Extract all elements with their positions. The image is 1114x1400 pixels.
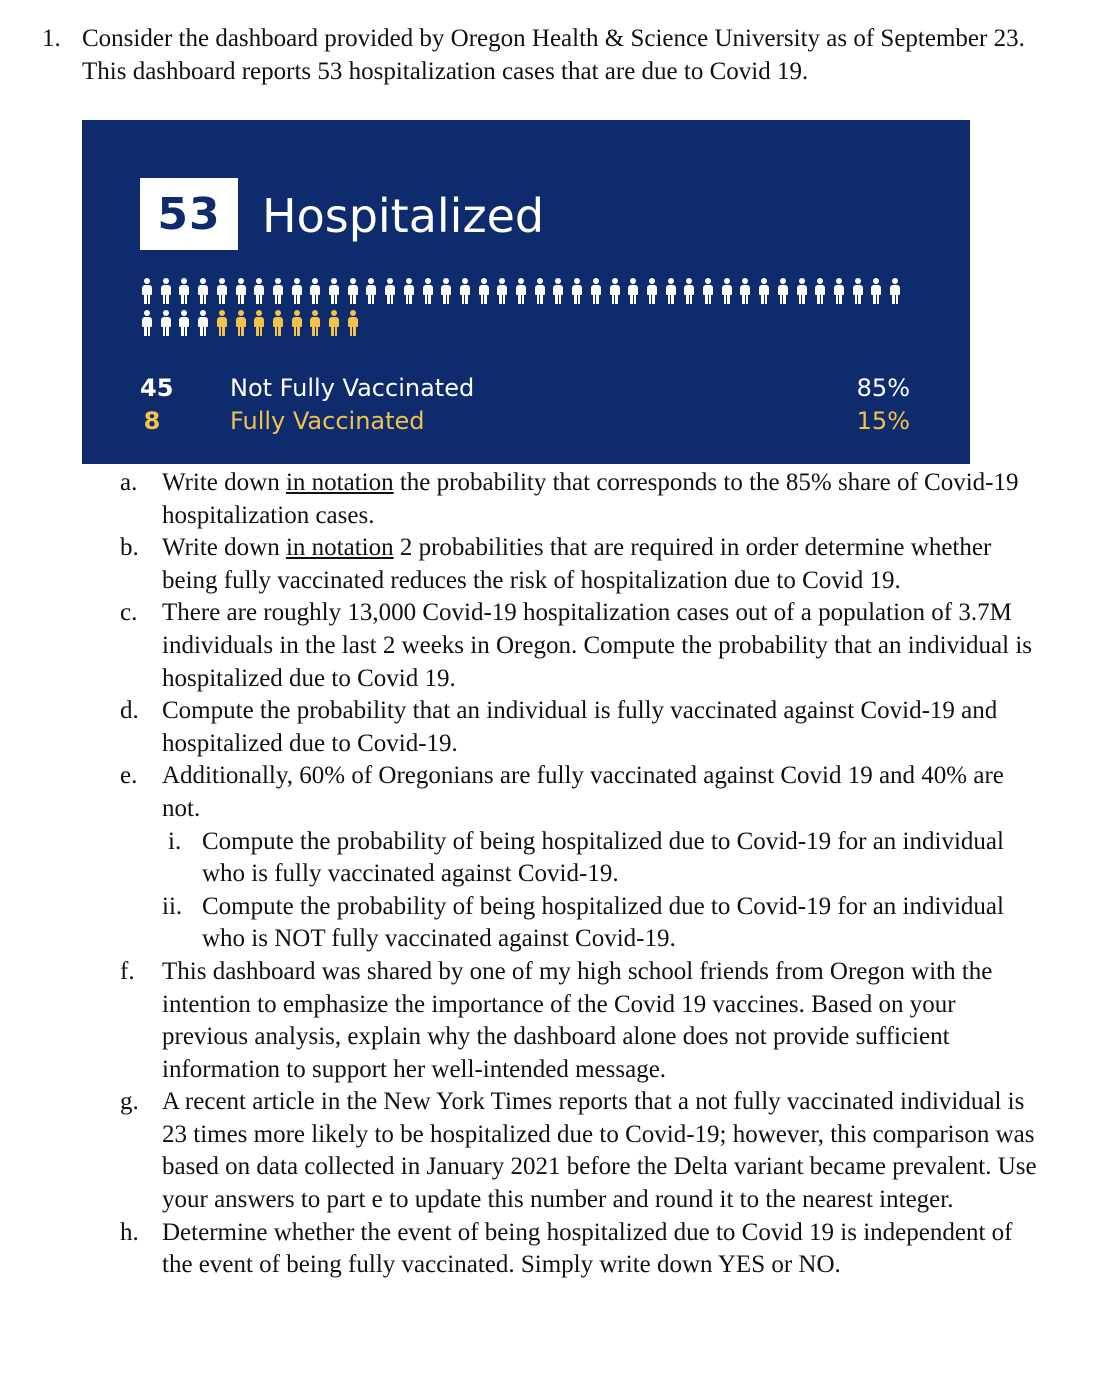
person-not-vaccinated-icon (236, 278, 246, 304)
part-c (120, 597, 1040, 695)
people-row-1 (142, 278, 912, 304)
person-not-vaccinated-icon (703, 278, 713, 304)
part-marker: b. (120, 534, 139, 562)
subpart-marker: i. (168, 827, 182, 855)
person-not-vaccinated-icon (722, 278, 732, 304)
person-not-vaccinated-icon (460, 278, 470, 304)
part-marker: c. (120, 599, 138, 627)
person-not-vaccinated-icon (572, 278, 582, 304)
person-not-vaccinated-icon (759, 278, 769, 304)
part-text: Write down (162, 534, 286, 562)
person-not-vaccinated-icon (834, 278, 844, 304)
person-not-vaccinated-icon (254, 278, 264, 304)
person-not-vaccinated-icon (553, 278, 563, 304)
person-vaccinated-icon (329, 310, 339, 336)
person-not-vaccinated-icon (385, 278, 395, 304)
underlined-phrase: in notation (285, 469, 394, 496)
part-text: 2 probabilities that are required in order determine whether being fully vaccinated reduces the risk of hospitalization due to Covid 19. (162, 534, 992, 594)
vaccinated-label: Fully Vaccinated (230, 407, 425, 435)
person-vaccinated-icon (254, 310, 264, 336)
part-b (120, 532, 1040, 597)
person-not-vaccinated-icon (366, 278, 376, 304)
person-not-vaccinated-icon (441, 278, 451, 304)
part-text: Write down (162, 469, 286, 496)
person-vaccinated-icon (236, 310, 246, 336)
person-not-vaccinated-icon (591, 278, 601, 304)
part-g (120, 1086, 1040, 1216)
part-marker: f. (120, 957, 135, 985)
person-not-vaccinated-icon (142, 310, 152, 336)
person-not-vaccinated-icon (161, 278, 171, 304)
question-parts (120, 467, 1040, 1282)
person-vaccinated-icon (273, 310, 283, 336)
person-vaccinated-icon (292, 310, 302, 336)
part-text: Additionally, 60% of Oregonians are fully vaccinated against Covid 19 and 40% are not. (162, 762, 1004, 822)
subpart-text: Compute the probability of being hospitalized due to Covid-19 for an individual who is NOT fully vaccinated against Covid-19. (202, 892, 1004, 953)
vaccinated-percent: 15% (856, 407, 910, 435)
person-not-vaccinated-icon (404, 278, 414, 304)
part-e-ii (162, 891, 1040, 956)
part-marker: h. (120, 1218, 139, 1246)
subpart-marker: ii. (162, 892, 183, 920)
person-not-vaccinated-icon (516, 278, 526, 304)
part-h (120, 1217, 1040, 1282)
person-not-vaccinated-icon (329, 278, 339, 304)
part-text: This dashboard was shared by one of my high school friends from Oregon with the intention to emphasize the importance of the Covid 19 vaccines. Based on your previous analysis, explain why the dashboard alone does not provide sufficient information to support her well-intended message. (162, 957, 993, 1083)
part-e (120, 760, 1040, 956)
person-not-vaccinated-icon (815, 278, 825, 304)
part-marker: g. (120, 1088, 139, 1116)
person-not-vaccinated-icon (198, 278, 208, 304)
hospitalized-count: 53 (140, 178, 238, 250)
part-text: Determine whether the event of being hospitalized due to Covid 19 is independent of the event of being fully vaccinated. Simply write down YES or NO. (162, 1218, 1013, 1279)
person-not-vaccinated-icon (871, 278, 881, 304)
people-row-2 (142, 310, 912, 336)
person-not-vaccinated-icon (684, 278, 694, 304)
person-not-vaccinated-icon (423, 278, 433, 304)
part-f (120, 956, 1040, 1086)
part-marker: e. (120, 762, 138, 790)
person-not-vaccinated-icon (179, 310, 189, 336)
not-vaccinated-label: Not Fully Vaccinated (230, 374, 475, 402)
person-not-vaccinated-icon (348, 278, 358, 304)
person-not-vaccinated-icon (479, 278, 489, 304)
person-not-vaccinated-icon (797, 278, 807, 304)
part-text: Compute the probability that an individual is fully vaccinated against Covid-19 and hospitalized due to Covid-19. (162, 697, 998, 757)
person-not-vaccinated-icon (310, 278, 320, 304)
person-not-vaccinated-icon (535, 278, 545, 304)
part-e-i (162, 826, 1040, 891)
person-not-vaccinated-icon (179, 278, 189, 304)
person-vaccinated-icon (310, 310, 320, 336)
vaccinated-count: 8 (143, 407, 161, 435)
not-vaccinated-percent: 85% (856, 374, 910, 402)
person-not-vaccinated-icon (647, 278, 657, 304)
person-not-vaccinated-icon (778, 278, 788, 304)
person-not-vaccinated-icon (853, 278, 863, 304)
person-not-vaccinated-icon (161, 310, 171, 336)
subpart-text: Compute the probability of being hospitalized due to Covid-19 for an individual who is fully vaccinated against Covid-19. (202, 827, 1004, 888)
person-not-vaccinated-icon (666, 278, 676, 304)
person-not-vaccinated-icon (497, 278, 507, 304)
person-not-vaccinated-icon (273, 278, 283, 304)
question-text: Consider the dashboard provided by Oregon Health & Science University as of September 23. This dashboard reports 53 hospitalization cases that are due to Covid 19. (82, 25, 1025, 85)
person-not-vaccinated-icon (890, 278, 900, 304)
not-vaccinated-count: 45 (140, 374, 174, 402)
part-text: the probability that corresponds to the 85% share of Covid-19 hospitalization cases. (162, 469, 1019, 529)
part-d (120, 695, 1040, 760)
part-a (120, 467, 1040, 532)
hospitalization-dashboard (82, 120, 970, 464)
part-text: A recent article in the New York Times reports that a not fully vaccinated individual is 23 times more likely to be hospitalized due to Covid-19; however, this comparison was based on data collected in January 2021 before the Delta variant became prevalent. Use your answers to part e to update this number and round it to the nearest integer. (162, 1088, 1037, 1214)
person-vaccinated-icon (348, 310, 358, 336)
person-not-vaccinated-icon (198, 310, 208, 336)
person-vaccinated-icon (217, 310, 227, 336)
question-number: 1. (42, 25, 61, 52)
person-not-vaccinated-icon (740, 278, 750, 304)
hospitalized-label: Hospitalized (262, 189, 545, 243)
person-not-vaccinated-icon (628, 278, 638, 304)
person-not-vaccinated-icon (142, 278, 152, 304)
person-not-vaccinated-icon (217, 278, 227, 304)
part-marker: d. (120, 697, 139, 725)
question-header (42, 22, 1052, 88)
person-not-vaccinated-icon (292, 278, 302, 304)
part-text: There are roughly 13,000 Covid-19 hospitalization cases out of a population of 3.7M individuals in the last 2 weeks in Oregon. Compute the probability that an individual is hospitalized due to Covid 19. (162, 599, 1033, 692)
underlined-phrase: in notation (285, 534, 394, 562)
person-not-vaccinated-icon (610, 278, 620, 304)
part-marker: a. (120, 469, 138, 496)
